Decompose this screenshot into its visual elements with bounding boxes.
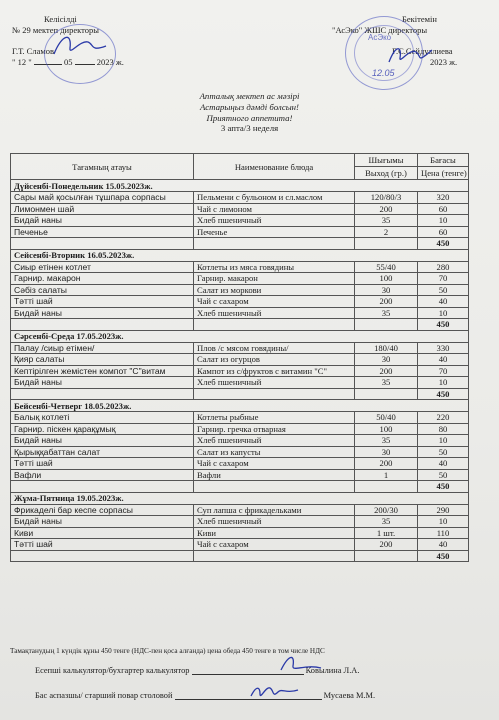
- dish-name-kz: Печенье: [11, 226, 194, 238]
- day-header-row: [11, 249, 469, 261]
- accountant-name: Ковылина Л.А.: [305, 666, 360, 675]
- signature-cook-icon: [248, 680, 302, 702]
- dish-name-ru: Хлеб пшеничный: [194, 516, 355, 528]
- dish-name-kz: Тәтті шай: [11, 458, 194, 470]
- dish-yield: 30: [355, 446, 418, 458]
- empty-cell: [194, 481, 355, 493]
- signature-cook: [35, 691, 375, 700]
- table-row: [11, 377, 469, 389]
- table-header-row: [11, 154, 469, 167]
- dish-price: 70: [418, 273, 469, 285]
- table-row: [11, 342, 469, 354]
- table-row: [11, 296, 469, 308]
- title-wish-ru: Приятного аппетита!: [206, 112, 293, 123]
- dish-yield: 100: [355, 273, 418, 285]
- dish-name-kz: Бидай наны: [11, 435, 194, 447]
- dish-yield: 200: [355, 365, 418, 377]
- dish-yield: 200/30: [355, 504, 418, 516]
- dish-name-kz: Балық котлеті: [11, 412, 194, 424]
- table-row: [11, 527, 469, 539]
- table-row: [11, 458, 469, 470]
- dish-yield: 120/80/3: [355, 192, 418, 204]
- approval-left-day: " 12 ": [12, 57, 32, 67]
- table-row: [11, 412, 469, 424]
- dish-name-kz: Лимонмен шай: [11, 203, 194, 215]
- dish-name-kz: Сәбіз салаты: [11, 284, 194, 296]
- dish-yield: 100: [355, 423, 418, 435]
- dish-yield: 200: [355, 458, 418, 470]
- day-total-row: [11, 550, 469, 562]
- empty-cell: [11, 388, 194, 400]
- dish-price: 10: [418, 215, 469, 227]
- dish-yield: 35: [355, 215, 418, 227]
- dish-price: 40: [418, 539, 469, 551]
- table-row: [11, 504, 469, 516]
- dish-price: 50: [418, 284, 469, 296]
- header-price-kz: Бағасы: [418, 154, 469, 167]
- dish-name-kz: Бидай наны: [11, 377, 194, 389]
- dish-price: 280: [418, 261, 469, 273]
- empty-cell: [11, 550, 194, 562]
- dish-price: 10: [418, 435, 469, 447]
- title-wish-kz: Астарыңыз дәмді болсын!: [200, 101, 299, 112]
- day-total: 450: [418, 481, 469, 493]
- dish-price: 40: [418, 354, 469, 366]
- header-yield-kz: Шығымы: [355, 154, 418, 167]
- dish-name-kz: Кептірілген жемістен компот "С"витам: [11, 365, 194, 377]
- signature-accountant-icon: [275, 652, 325, 674]
- table-row: [11, 469, 469, 481]
- day-title: Сәрсенбі-Среда 17.05.2023ж.: [11, 330, 469, 342]
- dish-name-ru: Салат из моркови: [194, 284, 355, 296]
- approval-right-year: 2023 ж.: [430, 57, 458, 67]
- dish-name-kz: Гарнир. макарон: [11, 273, 194, 285]
- table-row: [11, 284, 469, 296]
- dish-name-kz: Бидай наны: [11, 307, 194, 319]
- day-header-row: [11, 330, 469, 342]
- dish-yield: 35: [355, 435, 418, 447]
- approval-right-position: "АсЭко" ЖШС директоры: [332, 25, 428, 35]
- stamp-right-date: 12.05: [372, 68, 395, 78]
- table-row: [11, 516, 469, 528]
- day-total: 450: [418, 388, 469, 400]
- table-row: [11, 435, 469, 447]
- empty-cell: [194, 319, 355, 331]
- header-dish-ru: Наименование блюда: [194, 154, 355, 180]
- dish-name-kz: Бидай наны: [11, 516, 194, 528]
- dish-yield: 200: [355, 296, 418, 308]
- day-total-row: [11, 388, 469, 400]
- dish-price: 10: [418, 377, 469, 389]
- dish-price: 70: [418, 365, 469, 377]
- price-note: Тамақтанудың 1 күндік құны 450 тенге (НДС-пен қоса алғанда) цена обеда 450 тенге в том числе НДС: [10, 647, 325, 655]
- dish-price: 50: [418, 469, 469, 481]
- approval-left-month: 05: [63, 57, 73, 67]
- dish-price: 220: [418, 412, 469, 424]
- header-price-ru: Цена (тенге): [418, 167, 469, 180]
- table-row: [11, 539, 469, 551]
- dish-price: 40: [418, 296, 469, 308]
- day-total-row: [11, 481, 469, 493]
- signature-right-icon: [386, 42, 436, 68]
- dish-name-ru: Хлеб пшеничный: [194, 307, 355, 319]
- dish-name-ru: Хлеб пшеничный: [194, 435, 355, 447]
- dish-price: 50: [418, 446, 469, 458]
- dish-yield: 35: [355, 516, 418, 528]
- dish-name-ru: Салат из капусты: [194, 446, 355, 458]
- empty-cell: [355, 388, 418, 400]
- approval-left-position: № 29 мектеп директоры: [12, 25, 99, 35]
- day-header-row: [11, 400, 469, 412]
- dish-name-kz: Сиыр етінен котлет: [11, 261, 194, 273]
- day-title: Дүйсенбі-Понедельник 15.05.2023ж.: [11, 180, 469, 192]
- dish-name-ru: Пельмени с бульоном и сл.маслом: [194, 192, 355, 204]
- day-total: 450: [418, 550, 469, 562]
- dish-yield: 50/40: [355, 412, 418, 424]
- table-row: [11, 354, 469, 366]
- dish-name-ru: Печенье: [194, 226, 355, 238]
- dish-yield: 35: [355, 307, 418, 319]
- approval-left-heading: Келісілді: [44, 14, 77, 24]
- dish-yield: 180/40: [355, 342, 418, 354]
- table-row: [11, 273, 469, 285]
- dish-yield: 200: [355, 539, 418, 551]
- header-yield-ru: Выход (гр.): [355, 167, 418, 180]
- signature-left-icon: [50, 30, 110, 60]
- menu-table: [10, 153, 469, 562]
- menu-table-body: [11, 180, 469, 562]
- empty-cell: [355, 319, 418, 331]
- day-header-row: [11, 492, 469, 504]
- title-kz: Апталық мектеп ас мәзірі: [199, 91, 300, 101]
- day-total: 450: [418, 238, 469, 250]
- dish-name-ru: Киви: [194, 527, 355, 539]
- dish-name-ru: Гарнир. макарон: [194, 273, 355, 285]
- dish-yield: 2: [355, 226, 418, 238]
- dish-name-kz: Сары май қосылған тұшпара сорпасы: [11, 192, 194, 204]
- approval-right-name: Г.С.Сейдуалиева: [392, 46, 453, 56]
- dish-price: 320: [418, 192, 469, 204]
- dish-price: 330: [418, 342, 469, 354]
- day-total-row: [11, 238, 469, 250]
- dish-yield: 1: [355, 469, 418, 481]
- dish-name-ru: Чай с сахаром: [194, 458, 355, 470]
- day-title: Сейсенбі-Вторник 16.05.2023ж.: [11, 249, 469, 261]
- dish-yield: 30: [355, 354, 418, 366]
- empty-cell: [11, 481, 194, 493]
- dish-price: 290: [418, 504, 469, 516]
- dish-name-ru: Чай с сахаром: [194, 296, 355, 308]
- dish-price: 60: [418, 226, 469, 238]
- dish-name-kz: Тәтті шай: [11, 539, 194, 551]
- empty-cell: [194, 388, 355, 400]
- dish-yield: 30: [355, 284, 418, 296]
- day-title: Жұма-Пятница 19.05.2023ж.: [11, 492, 469, 504]
- dish-name-ru: Гарнир. гречка отварная: [194, 423, 355, 435]
- table-row: [11, 226, 469, 238]
- dish-name-kz: Вафли: [11, 469, 194, 481]
- dish-name-ru: Котлеты рыбные: [194, 412, 355, 424]
- dish-name-kz: Киви: [11, 527, 194, 539]
- empty-cell: [194, 550, 355, 562]
- empty-cell: [355, 550, 418, 562]
- dish-price: 10: [418, 307, 469, 319]
- table-row: [11, 446, 469, 458]
- dish-name-ru: Суп лапша с фрикадельками: [194, 504, 355, 516]
- dish-price: 40: [418, 458, 469, 470]
- accountant-label: Есепші калькулятор/бухгартер калькулятор: [35, 666, 190, 675]
- cook-label: Бас аспазшы/ старший повар столовой: [35, 691, 173, 700]
- dish-name-ru: Хлеб пшеничный: [194, 377, 355, 389]
- dish-name-ru: Чай с сахаром: [194, 539, 355, 551]
- dish-yield: 200: [355, 203, 418, 215]
- day-total: 450: [418, 319, 469, 331]
- day-total-row: [11, 319, 469, 331]
- dish-name-ru: Вафли: [194, 469, 355, 481]
- dish-name-kz: Бидай наны: [11, 215, 194, 227]
- dish-price: 80: [418, 423, 469, 435]
- dish-yield: 1 шт.: [355, 527, 418, 539]
- dish-price: 60: [418, 203, 469, 215]
- table-row: [11, 203, 469, 215]
- dish-name-ru: Салат из огурцов: [194, 354, 355, 366]
- table-row: [11, 365, 469, 377]
- approval-left-name: Г.Т. Сламов: [12, 46, 54, 56]
- stamp-right-text: АсЭко: [368, 33, 392, 42]
- dish-yield: 35: [355, 377, 418, 389]
- dish-name-kz: Қияр салаты: [11, 354, 194, 366]
- dish-name-kz: Гарнир. піскен қарақұмық: [11, 423, 194, 435]
- empty-cell: [11, 238, 194, 250]
- day-title: Бейсенбі-Четверг 18.05.2023ж.: [11, 400, 469, 412]
- dish-name-kz: Қырыққабаттан салат: [11, 446, 194, 458]
- dish-yield: 55/40: [355, 261, 418, 273]
- table-row: [11, 261, 469, 273]
- approval-right-heading: Бекітемін: [402, 14, 437, 24]
- day-header-row: [11, 180, 469, 192]
- dish-name-ru: Котлеты из мяса говядины: [194, 261, 355, 273]
- header-dish-kz: Тағамның атауы: [11, 154, 194, 180]
- dish-price: 10: [418, 516, 469, 528]
- table-row: [11, 423, 469, 435]
- empty-cell: [194, 238, 355, 250]
- dish-name-ru: Кампот из с/фруктов с витамин "С": [194, 365, 355, 377]
- dish-name-ru: Чай с лимоном: [194, 203, 355, 215]
- dish-name-kz: Палау /сиыр етімен/: [11, 342, 194, 354]
- empty-cell: [355, 481, 418, 493]
- dish-name-kz: Тәтті шай: [11, 296, 194, 308]
- table-row: [11, 192, 469, 204]
- empty-cell: [11, 319, 194, 331]
- table-row: [11, 215, 469, 227]
- approval-left-year: 2023 ж.: [96, 57, 124, 67]
- title-week: 3 апта/3 неделя: [220, 123, 279, 134]
- dish-name-ru: Плов /с мясом говядины/: [194, 342, 355, 354]
- dish-name-ru: Хлеб пшеничный: [194, 215, 355, 227]
- empty-cell: [355, 238, 418, 250]
- table-row: [11, 307, 469, 319]
- menu-title: [0, 91, 499, 134]
- dish-price: 110: [418, 527, 469, 539]
- dish-name-kz: Фрикаделі бар кеспе сорпасы: [11, 504, 194, 516]
- cook-name: Мусаева М.М.: [323, 691, 376, 700]
